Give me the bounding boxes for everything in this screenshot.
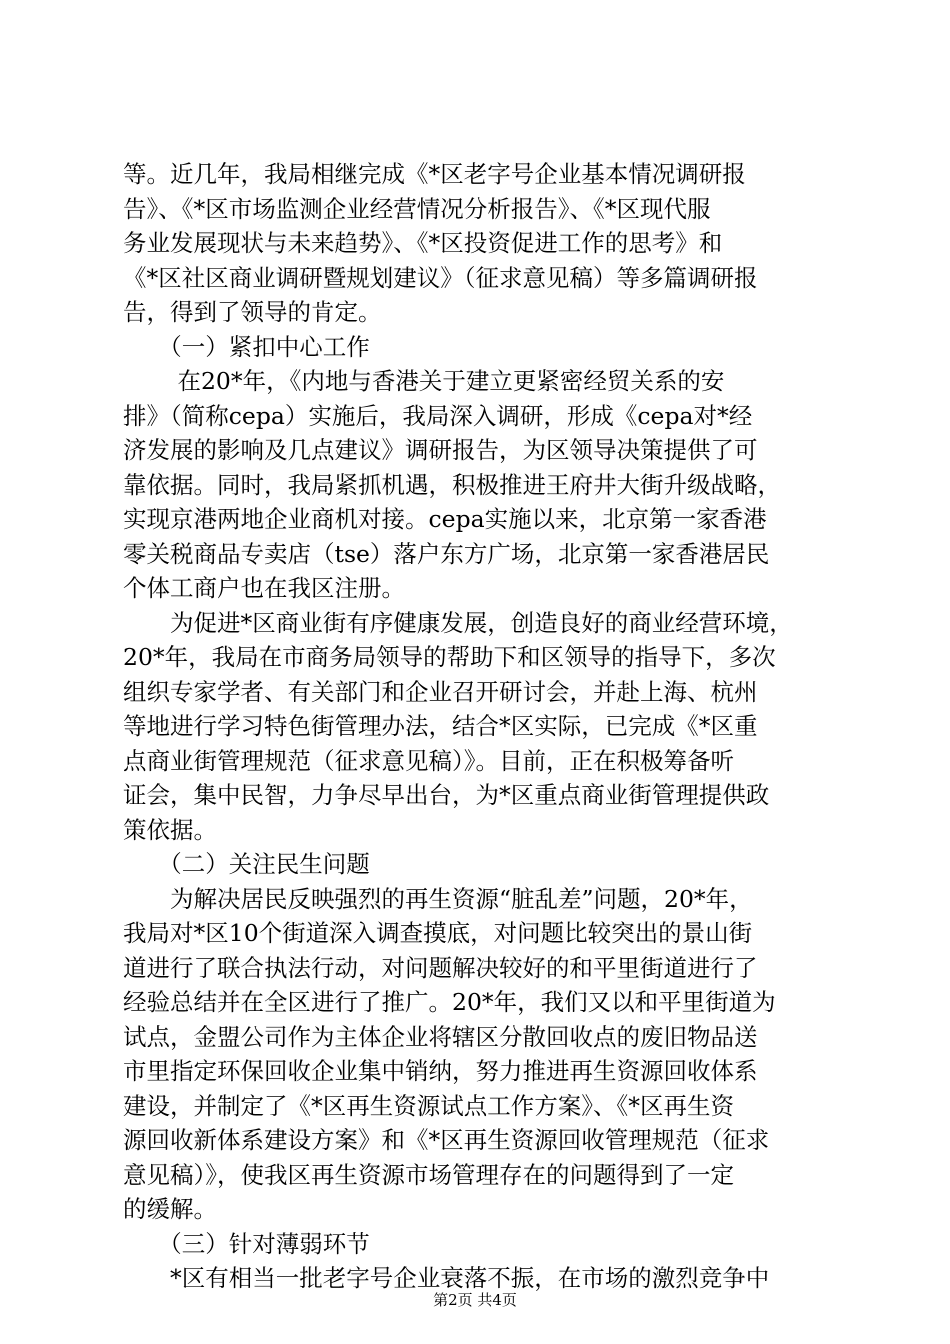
text-line: 务业发展现状与未来趋势》、《*区投资促进工作的思考》和 <box>123 229 723 257</box>
text-line: 市里指定环保回收企业集中销纳，努力推进再生资源回收体系 <box>123 1057 758 1085</box>
text-line: 20*年，我局在市商务局领导的帮助下和区领导的指导下，多次 <box>123 643 776 671</box>
text-line: 实现京港两地企业商机对接。cepa实施以来，北京第一家香港 <box>123 505 767 533</box>
text-line: （三）针对薄弱环节 <box>123 1229 370 1258</box>
text-line: 为解决居民反映强烈的再生资源“脏乱差”问题，20*年， <box>123 884 753 913</box>
text-line: 组织专家学者、有关部门和企业召开研讨会，并赴上海、杭州 <box>123 677 758 706</box>
text-line: 在20*年，《内地与香港关于建立更紧密经贸关系的安 <box>123 367 725 395</box>
text-line: 济发展的影响及几点建议》调研报告，为区领导决策提供了可 <box>123 436 758 464</box>
text-line: 策依据。 <box>123 815 217 844</box>
text-line: 建设，并制定了《*区再生资源试点工作方案》、《*区再生资 <box>123 1091 734 1120</box>
text-line: 告》、《*区市场监测企业经营情况分析报告》、《*区现代服 <box>123 194 711 223</box>
text-line: 零关税商品专卖店（tse）落户东方广场，北京第一家香港居民 <box>123 539 770 568</box>
text-line: （二）关注民生问题 <box>123 850 370 878</box>
text-line: 点商业街管理规范（征求意见稿）》。目前，正在积极筹备听 <box>123 746 734 775</box>
document-body <box>123 157 838 1296</box>
text-line: 我局对*区10个街道深入调查摸底，对问题比较突出的景山街 <box>123 919 753 947</box>
text-line: 《*区社区商业调研暨规划建议》（征求意见稿）等多篇调研报 <box>123 263 758 292</box>
text-line: 经验总结并在全区进行了推广。20*年，我们又以和平里街道为 <box>123 988 776 1016</box>
text-line: 个体工商户也在我区注册。 <box>123 574 405 602</box>
text-line: 意见稿）》，使我区再生资源市场管理存在的问题得到了一定 <box>123 1160 734 1189</box>
text-line: 源回收新体系建设方案》和《*区再生资源回收管理规范（征求 <box>123 1126 770 1154</box>
text-line: 靠依据。同时，我局紧抓机遇，积极推进王府井大街升级战略， <box>123 470 781 499</box>
text-line: 为促进*区商业街有序健康发展，创造良好的商业经营环境， <box>123 608 793 637</box>
text-line: 告，得到了领导的肯定。 <box>123 298 382 326</box>
text-line: 等。近几年，我局相继完成《*区老字号企业基本情况调研报 <box>123 160 746 188</box>
text-line: 等地进行学习特色街管理办法，结合*区实际，已完成《*区重 <box>123 712 758 740</box>
text-line: 试点，金盟公司作为主体企业将辖区分散回收点的废旧物品送 <box>123 1022 758 1051</box>
text-line: 道进行了联合执法行动，对问题解决较好的和平里街道进行了 <box>123 953 758 982</box>
text-line: *区有相当一批老字号企业衰落不振，在市场的激烈竞争中 <box>123 1264 770 1292</box>
text-line: 的缓解。 <box>123 1195 217 1223</box>
text-line: 排》（简称cepa）实施后，我局深入调研，形成《cepa对*经 <box>123 401 753 430</box>
page-footer: 第2页 共4页 <box>433 1291 517 1309</box>
text-line: 证会，集中民智，力争尽早出台，为*区重点商业街管理提供政 <box>123 781 770 809</box>
text-line: （一）紧扣中心工作 <box>123 332 370 361</box>
